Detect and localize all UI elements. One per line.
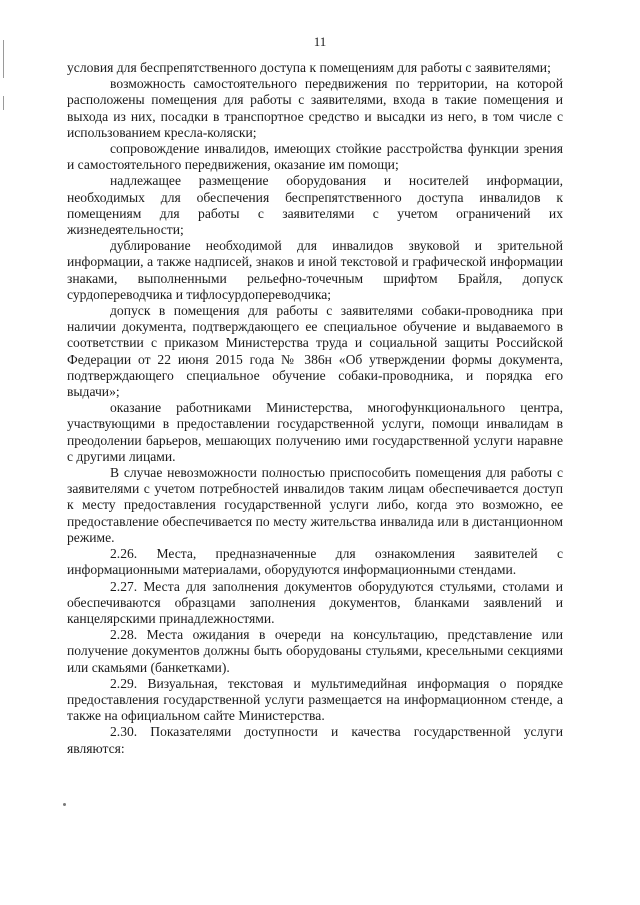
paragraph: дублирование необходимой для инвалидов звуковой и зрительной информации, а также надписей, знаков и иной текстовой и графической информации знаками, выполненными рельефно-точечным шрифтом Брайля, допуск сурдопереводчика и тифлосурдопереводчика; bbox=[67, 238, 563, 302]
paragraph: условия для беспрепятственного доступа к помещениям для работы с заявителями; bbox=[67, 60, 551, 75]
scan-edge-mark bbox=[3, 96, 4, 110]
paragraph: возможность самостоятельного передвижения по территории, на которой расположены помещения для работы с заявителями, входа в такие помещения и выхода из них, посадки в транспортное средство и высадки из него, в том числе с использованием кресла-коляски; bbox=[67, 76, 563, 140]
paragraph: В случае невозможности полностью приспособить помещения для работы с заявителями с учетом потребностей инвалидов таким лицам обеспечивается доступ к месту предоставления государственной услуги либо, когда это возможно, ее предоставление обеспечивается по месту жительства инвалида или в дистанционном режиме. bbox=[67, 465, 563, 545]
scan-speck bbox=[63, 803, 66, 806]
paragraph: сопровождение инвалидов, имеющих стойкие расстройства функции зрения и самостоятельного передвижения, оказание им помощи; bbox=[67, 141, 563, 173]
page-number: 11 bbox=[313, 34, 327, 49]
paragraph: надлежащее размещение оборудования и носителей информации, необходимых для обеспечения беспрепятственного доступа инвалидов к помещениям для работы с заявителями с учетом ограничений их жизнедеятельности; bbox=[67, 173, 563, 238]
paragraph: допуск в помещения для работы с заявителями собаки-проводника при наличии документа, подтверждающего ее специальное обучение и выдаваемого в соответствии с приказом Министерства труда и социальной защиты Российской Федерации от 22 июня 2015 года № 386н «Об утверждении формы документа, подтверждающего специальное обучение собаки-проводника, и порядка его выдачи»; bbox=[67, 303, 563, 400]
paragraph: 2.28. Места ожидания в очереди на консультацию, представление или получение документов должны быть оборудованы стульями, кресельными секциями или скамьями (банкетками). bbox=[67, 627, 563, 675]
document-body bbox=[67, 60, 563, 757]
paragraph: 2.29. Визуальная, текстовая и мультимедийная информация о порядке предоставления государственной услуги размещается на информационном стенде, а также на официальном сайте Министерства. bbox=[67, 675, 563, 724]
paragraph: 2.27. Места для заполнения документов оборудуются стульями, столами и обеспечиваются образцами заполнения документов, бланками заявлений и канцелярскими принадлежностями. bbox=[67, 578, 563, 626]
paragraph: 2.30. Показателями доступности и качества государственной услуги являются: bbox=[67, 724, 563, 756]
paragraph: 2.26. Места, предназначенные для ознакомления заявителей с информационными материалами, оборудуются информационными стендами. bbox=[67, 546, 563, 578]
paragraph: оказание работниками Министерства, многофункционального центра, участвующими в предоставлении государственной услуги, помощи инвалидам в преодолении барьеров, мешающих получению ими государственной услуги наравне с другими лицами. bbox=[67, 400, 563, 464]
scan-edge-mark bbox=[3, 40, 4, 78]
